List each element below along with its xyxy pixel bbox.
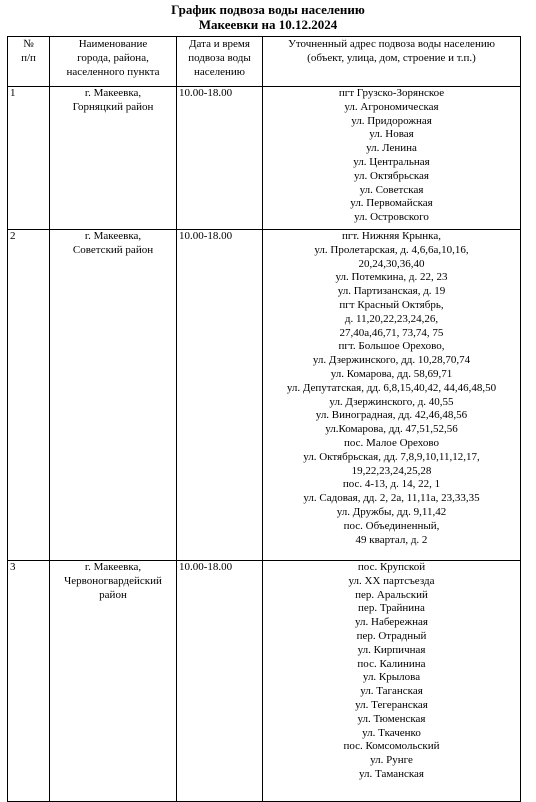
document-subtitle: Макеевки на 10.12.2024 [198, 17, 338, 32]
address-line: ул. Кирпичная [357, 643, 426, 656]
row-addresses [263, 87, 521, 230]
address-line: ул. Таманская [359, 767, 424, 780]
address-line: ул. XX партсъезда [348, 574, 435, 587]
table-row [8, 230, 521, 561]
address-line: пгт. Нижняя Крынка, [342, 230, 441, 242]
address-line: ул. Новая [369, 128, 414, 141]
table-row [8, 87, 521, 230]
document-title: График подвоза воды населению [171, 2, 365, 17]
address-line: ул. Депутатская, дд. 6,8,15,40,42, 44,46,48,50 [286, 381, 497, 394]
header-number: № п/п [8, 37, 50, 87]
address-line: ул. Крылова [362, 671, 421, 684]
address-line: ул. Дружбы, дд. 9,11,42 [336, 505, 447, 518]
address-line: ул. Таганская [360, 685, 423, 698]
address-line: ул. Первомайская [350, 197, 433, 210]
address-line: д. 11,20,22,23,24,26, [344, 312, 439, 325]
row-number: 1 [8, 87, 50, 230]
water-delivery-schedule-table [7, 36, 521, 802]
address-line: ул. Пролетарская, д. 4,6,6а,10,16, [314, 243, 469, 256]
row-time: 10.00-18.00 [177, 230, 263, 561]
row-district: г. Макеевка, Горняцкий район [50, 87, 177, 230]
header-locality: Наименование города, района, населенного пункта [50, 37, 177, 87]
row-number: 3 [8, 561, 50, 802]
address-line: ул. Агрономическая [344, 100, 439, 113]
address-line: ул. Потемкина, д. 22, 23 [335, 271, 448, 284]
row-time: 10.00-18.00 [177, 87, 263, 230]
address-line: пер. Аральский [355, 588, 428, 601]
row-addresses [263, 230, 521, 561]
address-line: пгт. Большое Орехово, [338, 340, 445, 353]
address-line: 20,24,30,36,40 [358, 257, 425, 270]
address-line: 27,40а,46,71, 73,74, 75 [339, 326, 444, 339]
address-line: пер. Отрадный [356, 629, 427, 642]
address-line: пер. Трайнина [358, 602, 425, 615]
address-line: ул. Дзержинского, дд. 10,28,70,74 [312, 354, 471, 367]
row-addresses [263, 561, 521, 802]
address-line: пгт Красный Октябрь, [339, 298, 444, 311]
row-number: 2 [8, 230, 50, 561]
address-line: ул. Комарова, дд. 58,69,71 [330, 367, 453, 380]
address-line: ул. Тегеранская [355, 698, 428, 711]
table-row [8, 561, 521, 802]
address-line: ул. Октябрьская, дд. 7,8,9,10,11,12,17, [303, 450, 480, 463]
address-line: ул. Виноградная, дд. 42,46,48,56 [315, 409, 468, 422]
table-header-row [8, 37, 521, 87]
address-line: ул. Ленина [366, 142, 417, 155]
address-line: 49 квартал, д. 2 [355, 533, 428, 546]
address-line: ул. Центральная [353, 155, 430, 168]
row-district: г. Макеевка, Червоногвардейский район [50, 561, 177, 802]
address-line: пос. Калинина [357, 657, 426, 670]
address-line: пос. Крупской [357, 561, 426, 573]
address-line: ул. Набережная [355, 616, 428, 629]
address-line: ул. Советская [359, 183, 424, 196]
row-district: г. Макеевка, Советский район [50, 230, 177, 561]
address-line: 19,22,23,24,25,28 [351, 464, 432, 477]
address-line: ул. Тюменская [357, 712, 426, 725]
address-line: пгт Грузско-Зорянское [338, 87, 445, 99]
address-line: ул. Партизанская, д. 19 [337, 285, 446, 298]
address-line: пос. Малое Орехово [344, 436, 439, 449]
address-line: ул. Дзержинского, д. 40,55 [329, 395, 454, 408]
address-line: ул. Садовая, дд. 2, 2а, 11,11а, 23,33,35 [303, 492, 480, 505]
address-line: ул. Придорожная [351, 114, 432, 127]
address-line: ул. Островского [354, 211, 429, 224]
address-line: ул. Рунге [370, 754, 413, 767]
address-line: ул.Комарова, дд. 47,51,52,56 [325, 423, 458, 436]
address-line: пос. Комсомольский [343, 740, 440, 753]
address-line: пос. Объединенный, [343, 519, 440, 532]
header-datetime: Дата и время подвоза воды населению [177, 37, 263, 87]
header-address: Уточненный адрес подвоза воды населению (объект, улица, дом, строение и т.п.) [263, 37, 521, 87]
address-line: пос. 4-13, д. 14, 22, 1 [342, 478, 441, 491]
address-line: ул. Ткаченко [362, 726, 421, 739]
row-time: 10.00-18.00 [177, 561, 263, 802]
address-line: ул. Октябрьская [354, 169, 429, 182]
